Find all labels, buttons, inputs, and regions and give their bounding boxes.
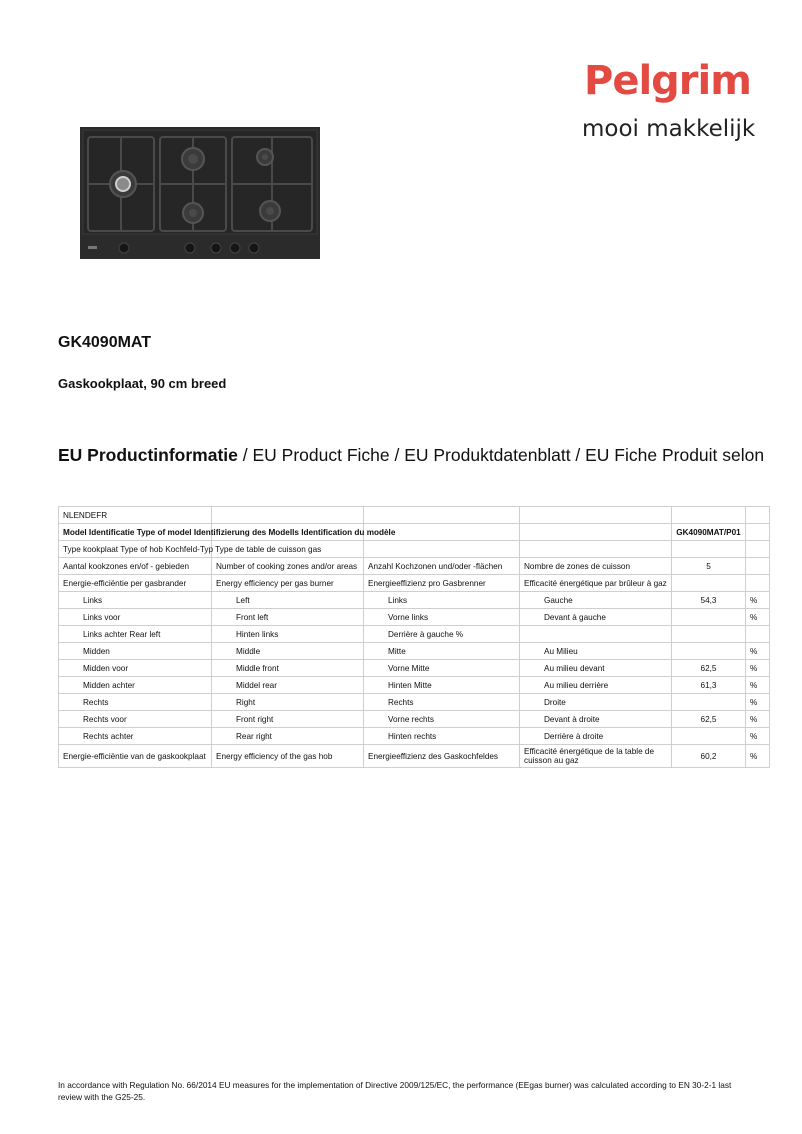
table-cell: Energy efficiency per gas burner (212, 575, 364, 592)
burner-middle-front (183, 203, 203, 223)
table-cell: Energie-efficiëntie per gasbrander (59, 575, 212, 592)
table-cell: % (746, 592, 770, 609)
table-cell: Links achter Rear left (59, 626, 212, 643)
table-row (59, 575, 770, 592)
knob-5 (249, 243, 259, 253)
table-cell: Links (59, 592, 212, 609)
table-cell: Hinten links (212, 626, 364, 643)
table-cell: % (746, 694, 770, 711)
section-title-bold: EU Productinformatie (58, 445, 238, 465)
table-cell (672, 507, 746, 524)
table-cell: Mitte (364, 643, 520, 660)
knob-3 (211, 243, 221, 253)
product-fiche-table (58, 506, 770, 768)
footnote: In accordance with Regulation No. 66/2014 EU measures for the implementation of Directive 2009/125/EC, the performance (EEgas burner) was calculated according to EN 30-2-1 last review with the G25-25. (58, 1080, 732, 1102)
table-cell: Type kookplaat Type of hob Kochfeld-Typ Type de table de cuisson gas (59, 541, 212, 558)
table-cell (746, 558, 770, 575)
table-cell: Au milieu derrière (520, 677, 672, 694)
table-cell: Au milieu devant (520, 660, 672, 677)
table-row (59, 626, 770, 643)
table-cell: Devant à gauche (520, 609, 672, 626)
section-title (58, 445, 764, 466)
table-cell (746, 541, 770, 558)
table-cell: Aantal kookzones en/of - gebieden (59, 558, 212, 575)
table-row (59, 524, 770, 541)
table-cell: 62,5 (672, 660, 746, 677)
table-cell (672, 575, 746, 592)
table-cell: % (746, 711, 770, 728)
gas-hob-illustration (80, 127, 320, 259)
table-cell: 54,3 (672, 592, 746, 609)
table-cell: Energy efficiency of the gas hob (212, 745, 364, 768)
burner-middle-rear (182, 148, 204, 170)
table-cell: Right (212, 694, 364, 711)
table-row (59, 711, 770, 728)
table-cell: Hinten Mitte (364, 677, 520, 694)
knob-4 (230, 243, 240, 253)
table-cell: Number of cooking zones and/or areas (212, 558, 364, 575)
table-cell (520, 626, 672, 643)
table-row (59, 541, 770, 558)
table-cell: % (746, 643, 770, 660)
table-cell: Gauche (520, 592, 672, 609)
table-cell (364, 541, 520, 558)
table-row (59, 677, 770, 694)
burner-right-rear (257, 149, 273, 165)
table-cell: Midden voor (59, 660, 212, 677)
table-cell (746, 626, 770, 643)
table-cell: % (746, 728, 770, 745)
table-cell: Vorne rechts (364, 711, 520, 728)
table-row (59, 609, 770, 626)
table-cell: Links (364, 592, 520, 609)
table-cell: 60,2 (672, 745, 746, 768)
table-cell (746, 507, 770, 524)
table-cell: Anzahl Kochzonen und/oder -flächen (364, 558, 520, 575)
table-row (59, 592, 770, 609)
table-row (59, 558, 770, 575)
table-cell: Droite (520, 694, 672, 711)
table-cell: Energie-efficiëntie van de gaskookplaat (59, 745, 212, 768)
table-cell: Efficacité énergétique par brûleur à gaz (520, 575, 672, 592)
table-cell: Devant à droite (520, 711, 672, 728)
brand-tagline: mooi makkelijk (582, 116, 756, 142)
table-cell: % (746, 660, 770, 677)
table-cell: Links voor (59, 609, 212, 626)
burner-wok (110, 171, 136, 197)
table-cell: Hinten rechts (364, 728, 520, 745)
table-cell: Energieeffizienz des Gaskochfeldes (364, 745, 520, 768)
burner-right-front (260, 201, 280, 221)
table-cell (520, 541, 672, 558)
table-cell: Model Identificatie Type of model Identifizierung des Modells Identification du modèle (59, 524, 212, 541)
table-cell: Middel rear (212, 677, 364, 694)
table-cell (672, 728, 746, 745)
table-cell: Derrière à droite (520, 728, 672, 745)
section-title-rest: / EU Product Fiche / EU Produktdatenblatt / EU Fiche Produit selon (237, 445, 765, 465)
table-cell: Efficacité énergétique de la table de cuisson au gaz (520, 745, 672, 768)
table-cell (520, 507, 672, 524)
knob-2 (185, 243, 195, 253)
table-cell: % (746, 745, 770, 768)
table-row (59, 660, 770, 677)
table-row (59, 745, 770, 768)
table-row (59, 643, 770, 660)
table-cell: Nombre de zones de cuisson (520, 558, 672, 575)
table-cell: Rear right (212, 728, 364, 745)
table-cell: Front left (212, 609, 364, 626)
table-cell (520, 524, 672, 541)
table-cell: % (746, 677, 770, 694)
table-cell: Midden achter (59, 677, 212, 694)
table-cell: Left (212, 592, 364, 609)
fiche-table-body (59, 507, 770, 768)
knob-1 (119, 243, 129, 253)
table-cell: % (746, 609, 770, 626)
table-cell (672, 609, 746, 626)
table-row (59, 507, 770, 524)
table-cell (672, 643, 746, 660)
table-cell: Front right (212, 711, 364, 728)
table-cell (212, 507, 364, 524)
table-cell: Derrière à gauche % (364, 626, 520, 643)
table-cell: Rechts achter (59, 728, 212, 745)
product-description: Gaskookplaat, 90 cm breed (58, 376, 227, 391)
table-cell: GK4090MAT/P01 (672, 524, 746, 541)
table-cell: Rechts (59, 694, 212, 711)
table-cell: Vorne Mitte (364, 660, 520, 677)
table-cell: Rechts (364, 694, 520, 711)
table-cell: Rechts voor (59, 711, 212, 728)
product-image (80, 127, 320, 259)
table-cell (672, 626, 746, 643)
table-cell (746, 524, 770, 541)
table-cell: Midden (59, 643, 212, 660)
table-row (59, 728, 770, 745)
table-cell: 61,3 (672, 677, 746, 694)
table-cell: 62,5 (672, 711, 746, 728)
table-cell (672, 694, 746, 711)
table-cell: Middle front (212, 660, 364, 677)
table-cell: NLENDEFR (59, 507, 212, 524)
table-row (59, 694, 770, 711)
model-number: GK4090MAT (58, 334, 152, 351)
table-cell: 5 (672, 558, 746, 575)
brand-name: Pelgrim (584, 58, 751, 104)
brand-logo (572, 58, 768, 148)
table-cell: Energieeffizienz pro Gasbrenner (364, 575, 520, 592)
table-cell (672, 541, 746, 558)
table-cell (746, 575, 770, 592)
table-cell (364, 507, 520, 524)
table-cell: Vorne links (364, 609, 520, 626)
table-cell: Middle (212, 643, 364, 660)
table-cell: Au Milieu (520, 643, 672, 660)
